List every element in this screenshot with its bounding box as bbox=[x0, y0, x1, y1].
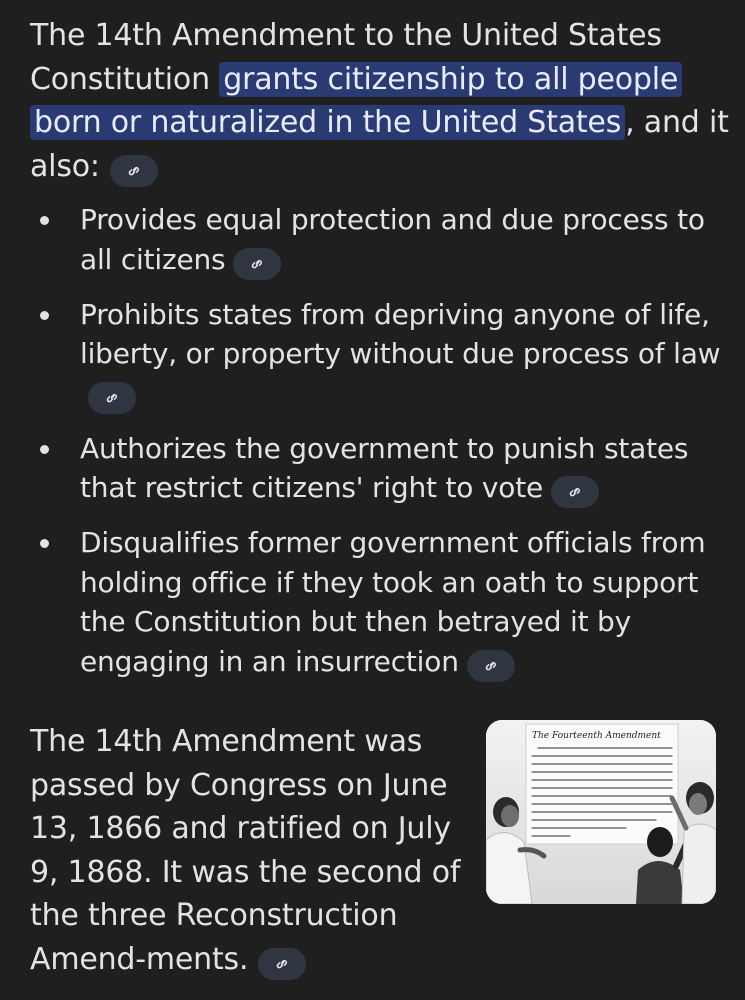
list-item bbox=[0, 429, 745, 509]
list-item-text: Provides equal protection and due process to all citizens bbox=[80, 203, 705, 276]
list-item bbox=[0, 200, 745, 280]
poster-heading: The Fourteenth Amendment bbox=[532, 731, 661, 741]
history-paragraph bbox=[30, 720, 470, 981]
source-link-button[interactable] bbox=[467, 650, 515, 682]
history-text: The 14th Amendment was passed by Congress on June 13, 1866 and ratified on July 9, 1868. It was the second of the three Reconstruction Amend-ments. bbox=[30, 724, 461, 977]
list-item-text: Authorizes the government to punish states that restrict citizens' right to vote bbox=[80, 431, 689, 504]
source-link-button[interactable] bbox=[110, 155, 158, 187]
highlighted-claim[interactable]: grants citizenship to all people born or naturalized in the United States bbox=[30, 62, 682, 141]
link-icon bbox=[566, 483, 584, 501]
link-icon bbox=[273, 955, 291, 973]
intro-text-end: , and it also: bbox=[30, 105, 729, 184]
bullet-dot bbox=[40, 311, 49, 320]
photo-illustration bbox=[486, 720, 716, 904]
link-icon bbox=[125, 162, 143, 180]
bullet-dot bbox=[40, 445, 49, 454]
amendment-provisions-list bbox=[0, 200, 745, 697]
list-item-text: Prohibits states from depriving anyone of life, liberty, or property without due process of law bbox=[80, 297, 721, 370]
link-icon bbox=[103, 389, 121, 407]
source-link-button[interactable] bbox=[258, 948, 306, 980]
source-link-button[interactable] bbox=[88, 382, 136, 414]
source-link-button[interactable] bbox=[551, 476, 599, 508]
list-item-text: Disqualifies former government officials from holding office if they took an oath to support the Constitution but then betrayed it by engaging in an insurrection bbox=[80, 526, 706, 678]
intro-paragraph bbox=[30, 14, 730, 188]
bullet-dot bbox=[40, 539, 49, 548]
list-item bbox=[0, 523, 745, 682]
link-icon bbox=[482, 657, 500, 675]
amendment-photo[interactable] bbox=[486, 720, 716, 904]
source-link-button[interactable] bbox=[233, 248, 281, 280]
intro-text-start: The 14th Amendment to the United States Constitution bbox=[30, 18, 662, 97]
link-icon bbox=[248, 255, 266, 273]
bullet-dot bbox=[40, 216, 49, 225]
list-item bbox=[0, 295, 745, 414]
